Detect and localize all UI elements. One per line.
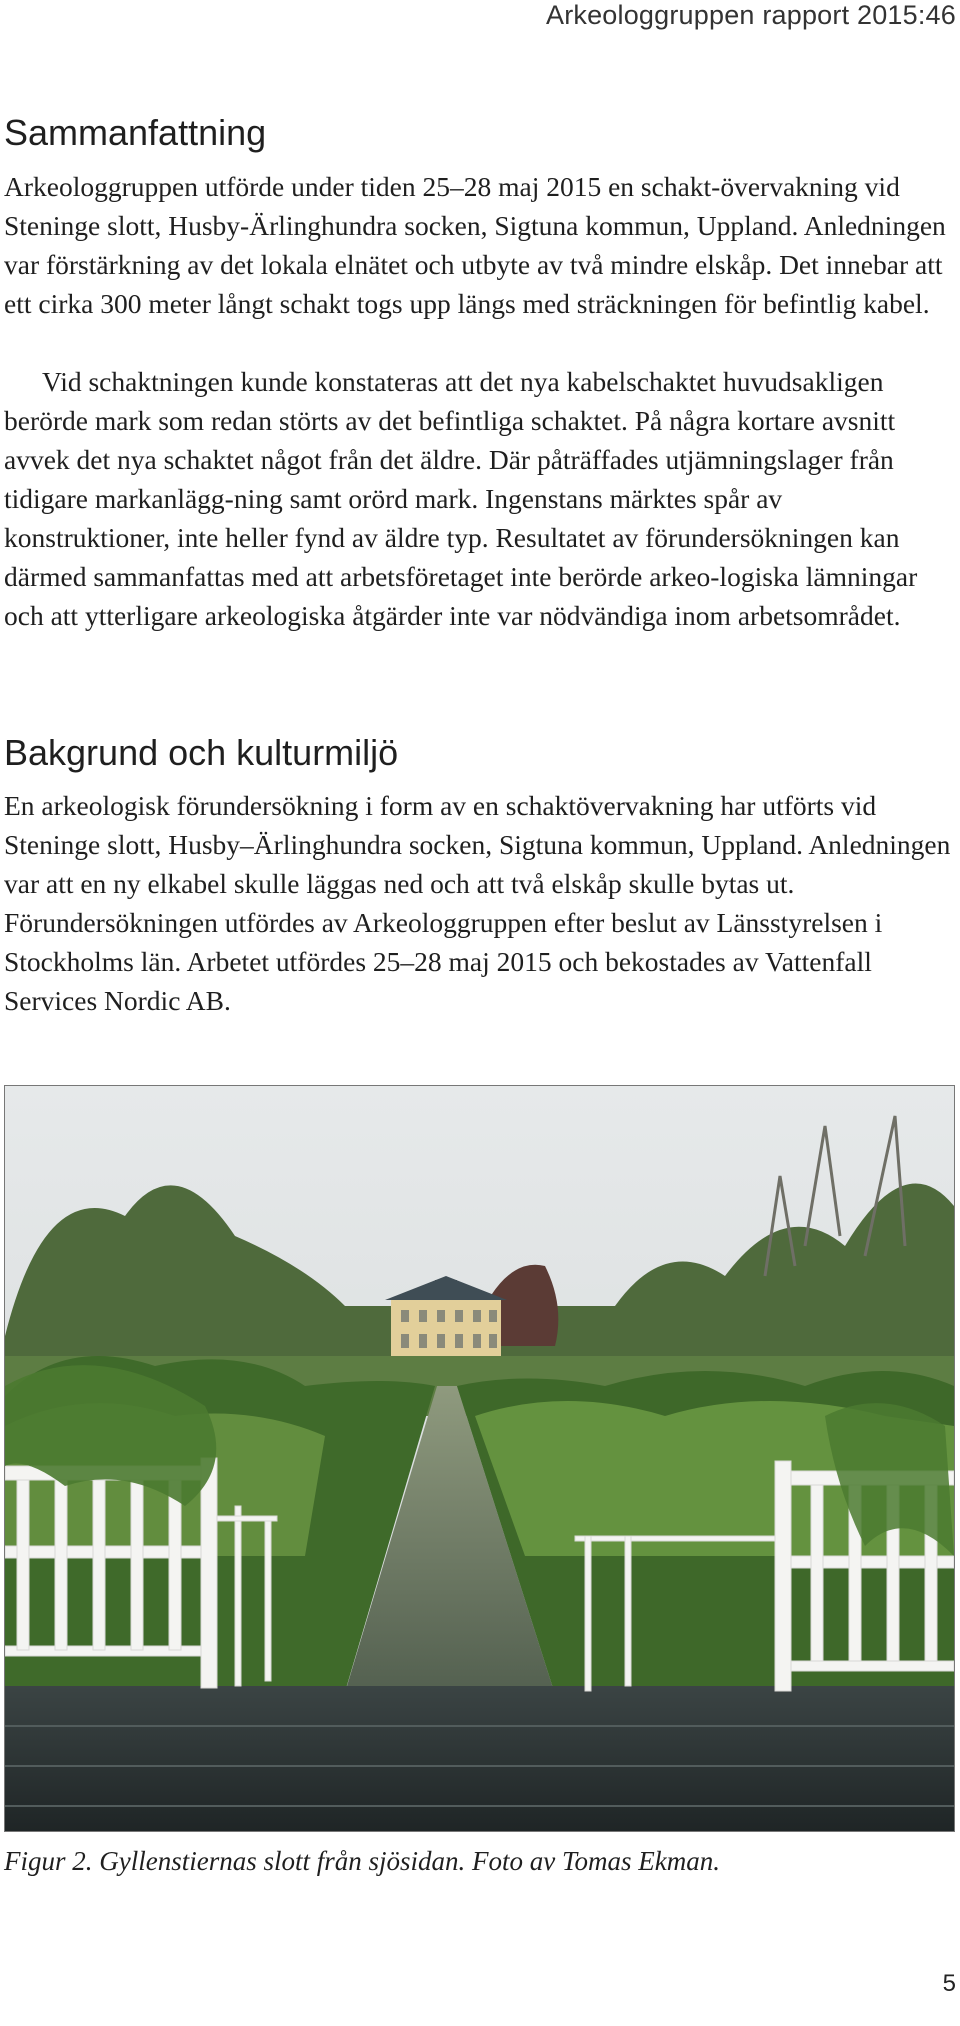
page-number: 5	[942, 1970, 956, 1997]
section-heading-sammanfattning: Sammanfattning	[4, 112, 267, 153]
section-heading-bakgrund: Bakgrund och kulturmiljö	[4, 732, 399, 773]
running-header: Arkeologgruppen rapport 2015:46	[545, 0, 956, 30]
figure-caption: Figur 2. Gyllenstiernas slott från sjösidan. Foto av Tomas Ekman.	[4, 1846, 721, 1876]
castle-photo	[4, 1085, 955, 1832]
castle-photo-illustration	[5, 1086, 954, 1831]
summary-paragraph-1: Arkeologgruppen utförde under tiden 25–28 maj 2015 en schakt-övervakning vid Steninge slott, Husby-Ärlinghundra socken, Sigtuna kommun, Uppland. Anledningen var förstärkning av det lokala elnätet och utbyte av två mindre elskåp. Det innebar att ett cirka 300 meter långt schakt togs upp längs med sträckningen för befintlig kabel.	[4, 171, 946, 319]
background-paragraph-1: En arkeologisk förundersökning i form av en schaktövervakning har utförts vid Steninge slott, Husby–Ärlinghundra socken, Sigtuna kommun, Uppland. Anledningen var att en ny elkabel skulle läggas ned och att två elskåp skulle bytas ut. Förundersökningen utfördes av Arkeologgruppen efter beslut av Länsstyrelsen i Stockholms län. Arbetet utfördes 25–28 maj 2015 och bekostades av Vattenfall Services Nordic AB.	[4, 790, 951, 1016]
summary-paragraph-2: Vid schaktningen kunde konstateras att det nya kabelschaktet huvudsakligen berörde mark som redan störts av det befintliga schaktet. På några kortare avsnitt avvek det nya schaktet något från det äldre. Där påträffades utjämningslager från tidigare markanlägg-ning samt orörd mark. Ingenstans märktes spår av konstruktioner, inte heller fynd av äldre typ. Resultatet av förundersökningen kan därmed sammanfattas med att arbetsföretaget inte berörde arkeo-logiska lämningar och att ytterligare arkeologiska åtgärder inte var nödvändiga inom arbetsområdet.	[4, 366, 918, 631]
